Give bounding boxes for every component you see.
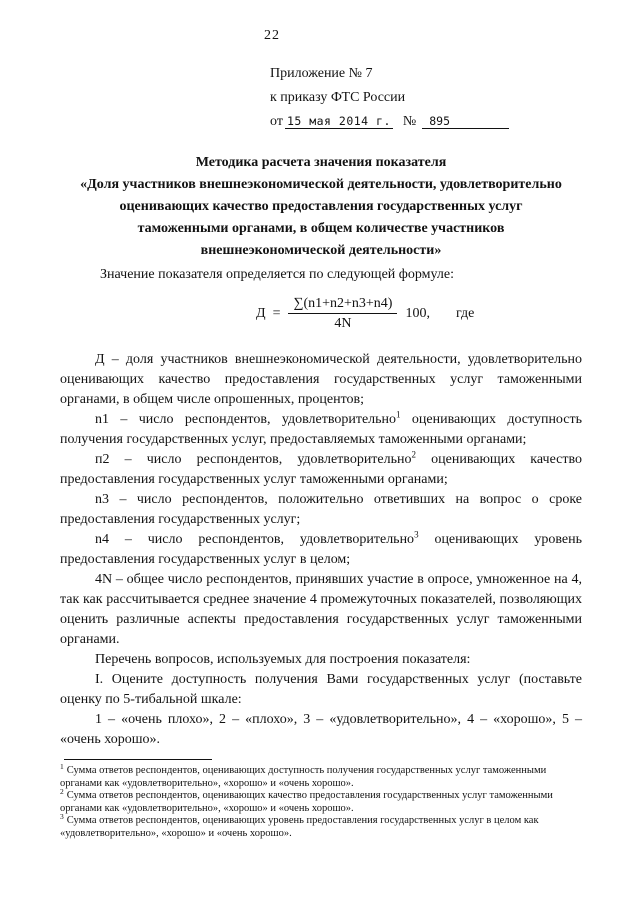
title-line: оценивающих качество предоставления государственных услуг bbox=[119, 199, 523, 214]
formula-where-label: где bbox=[455, 305, 475, 321]
formula-equals: = bbox=[272, 305, 281, 321]
formula bbox=[256, 295, 582, 332]
formula-lhs: Д bbox=[256, 305, 266, 321]
annex-line-1: Приложение № 7 bbox=[270, 66, 373, 81]
title-line: Методика расчета значения показателя bbox=[195, 155, 447, 170]
footnote-ref-1: 1 bbox=[396, 409, 401, 420]
annex-block bbox=[270, 62, 582, 134]
fraction bbox=[288, 295, 397, 332]
footnote-ref-2: 2 bbox=[411, 449, 417, 460]
definition-n4: n4 – число респондентов, удовлетворительно$^3$ оценивающих уровень предоставления государственных услуг в целом; bbox=[60, 529, 582, 567]
footnote-ref-3: 3 bbox=[414, 529, 419, 540]
definition-d: Д – доля участников внешнеэкономической деятельности, удовлетворительно оценивающих качество предоставления государственных услуг таможенными органами, в общем числе опрошенных, процентов; bbox=[60, 352, 582, 407]
title-line: таможенными органами, в общем количестве участников bbox=[137, 221, 505, 236]
title-line: внешнеэкономической деятельности» bbox=[200, 243, 442, 258]
number-sign: № bbox=[402, 114, 417, 129]
definition-n1: n1 – число респондентов, удовлетворительно$^1$ оценивающих доступность получения государственных услуг, предоставляемых таможенными органами; bbox=[60, 409, 582, 447]
definition-n2: п2 – число респондентов, удовлетворительно$^2$ оценивающих качество предоставления государственных услуг таможенными органами; bbox=[60, 449, 582, 487]
annex-line-2: к приказу ФТС России bbox=[270, 90, 406, 105]
intro-sentence: Значение показателя определяется по следующей формуле: bbox=[100, 267, 454, 282]
fraction-numerator: ∑(n1+n2+n3+n4) bbox=[288, 295, 397, 314]
page-number: 22 bbox=[264, 28, 280, 43]
rating-scale: 1 – «очень плохо», 2 – «плохо», 3 – «удовлетворительно», 4 – «хорошо», 5 – «очень хорошо». bbox=[60, 712, 582, 747]
footnote-1: $^1$ Сумма ответов респондентов, оценивающих доступность получения государственных услуг таможенными органами как «удовлетворительно», «хорошо» и «очень хорошо». bbox=[60, 761, 547, 789]
question-1: I. Оцените доступность получения Вами государственных услуг (поставьте оценку по 5-тибальной шкале: bbox=[60, 672, 582, 707]
footnote-marker: 1 bbox=[60, 761, 64, 771]
footnote-3: $^3$ Сумма ответов респондентов, оценивающих уровень предоставления государственных услуг в целом как «удовлетворительно», «хорошо» и «очень хорошо». bbox=[60, 811, 539, 839]
annex-date-line bbox=[270, 110, 582, 134]
footnote-marker: 3 bbox=[60, 811, 64, 821]
footnotes-block bbox=[60, 759, 582, 840]
order-number-field: 895 bbox=[422, 114, 509, 129]
footnote-marker: 2 bbox=[60, 786, 64, 796]
footnote-separator bbox=[64, 759, 212, 760]
formula-multiplier: 100, bbox=[405, 305, 430, 321]
date-prefix: от bbox=[270, 114, 283, 129]
question-list-intro: Перечень вопросов, используемых для построения показателя: bbox=[95, 652, 471, 667]
document-title bbox=[60, 152, 582, 262]
definition-n3: n3 – число респондентов, положительно ответивших на вопрос о сроке предоставления государственных услуг; bbox=[60, 492, 582, 527]
date-value-field: 15 мая 2014 г. bbox=[286, 114, 391, 128]
definition-4n: 4N – общее число респондентов, принявших участие в опросе, умноженное на 4, так как рассчитывается среднее значение 4 промежуточных показателей, позволяющих оценить различные аспекты предоставления государственных услуг таможенными органами. bbox=[60, 572, 582, 647]
footnote-2: $^2$ Сумма ответов респондентов, оценивающих качество предоставления государственных услуг таможенными органами как «удовлетворительно», «хорошо» и «очень хорошо». bbox=[60, 786, 553, 814]
definitions-block bbox=[60, 350, 582, 750]
title-line: «Доля участников внешнеэкономической деятельности, удовлетворительно bbox=[80, 177, 562, 192]
fraction-denominator: 4N bbox=[334, 316, 352, 331]
